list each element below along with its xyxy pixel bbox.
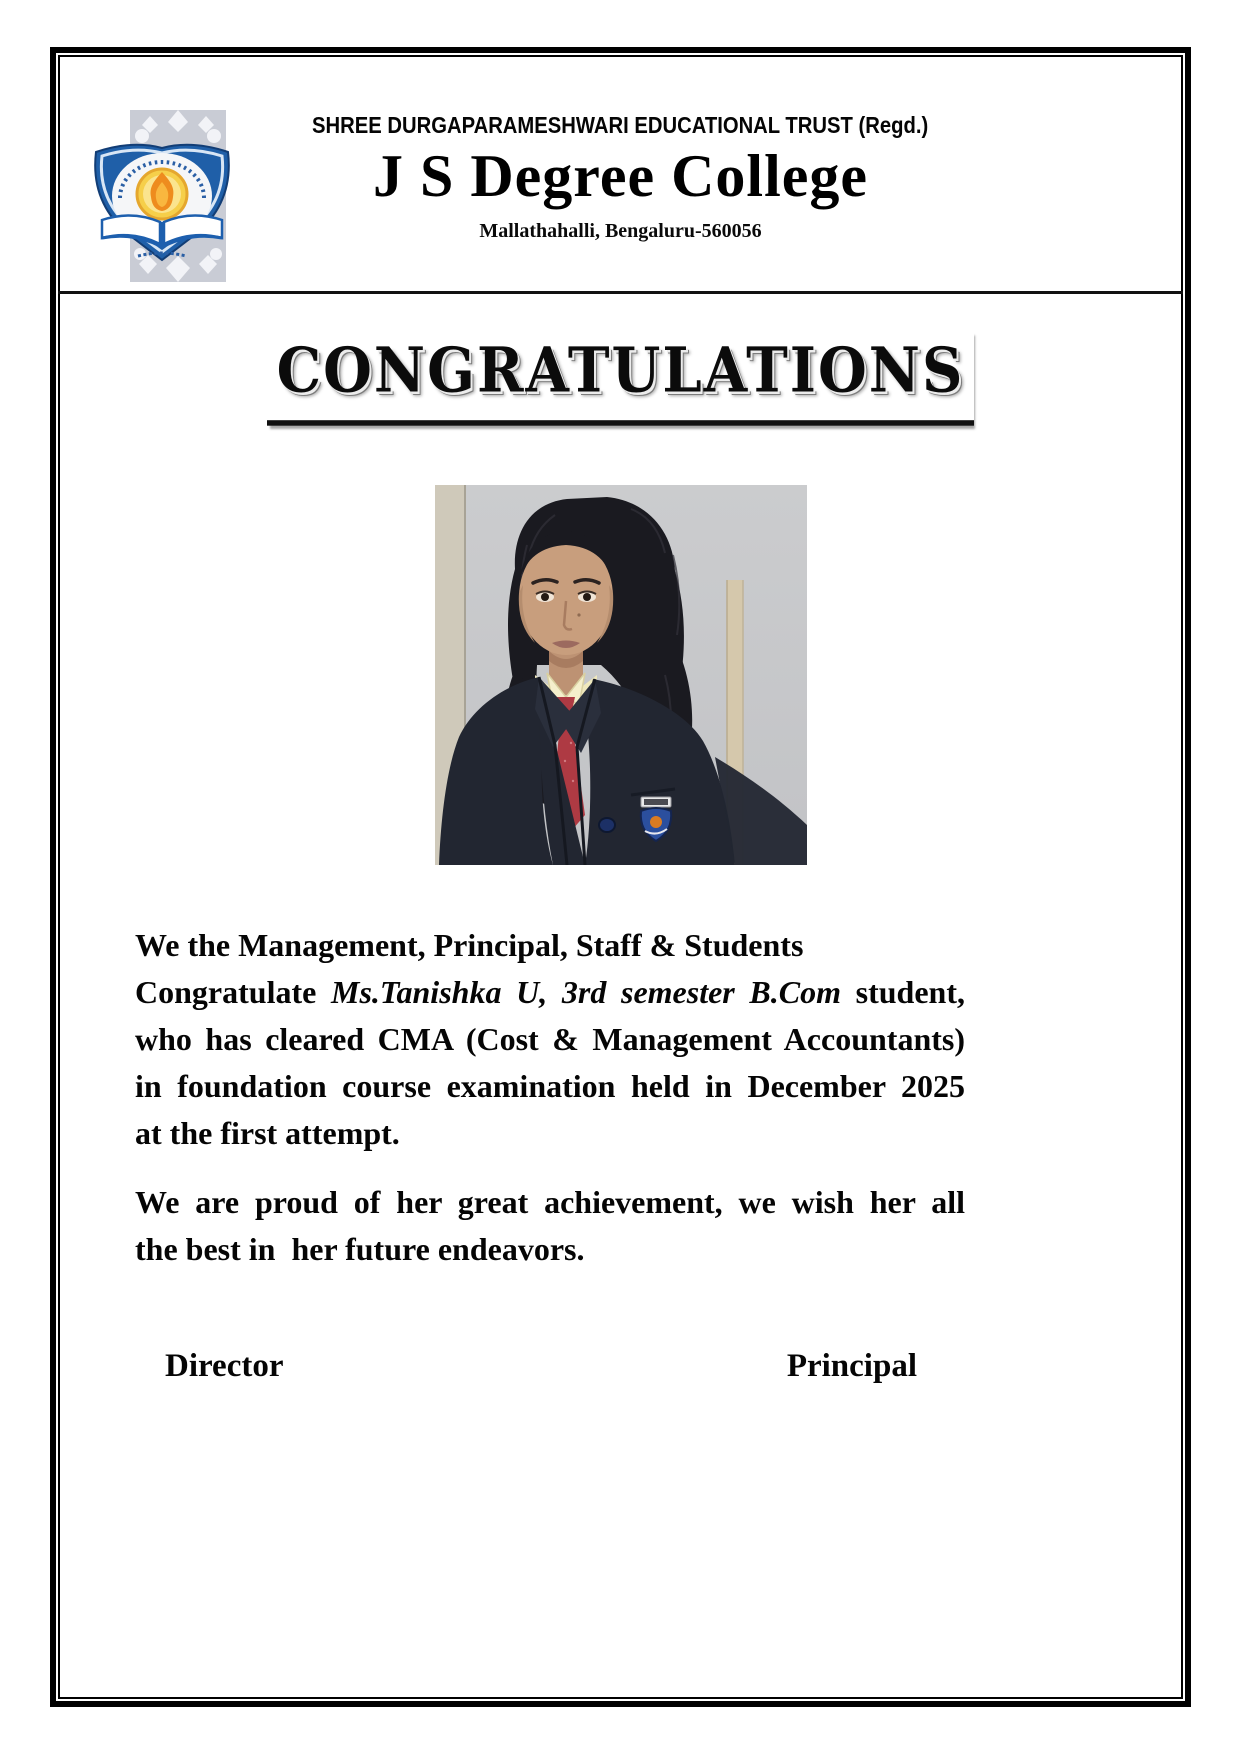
body-paragraph: [135, 1179, 965, 1273]
body-line: We the Management, Principal, Staff & Students: [135, 927, 804, 963]
trust-name: SHREE DURGAPARAMESHWARI EDUCATIONAL TRUST (Regd.): [312, 112, 929, 138]
congratulations-title-wrap: [0, 330, 1241, 417]
signature-row: [135, 1348, 965, 1392]
college-address: Mallathahalli, Bengaluru-560056: [479, 220, 762, 242]
body-line: who has cleared CMA (Cost & Management Accountants): [135, 1021, 965, 1057]
page-border-inner: [58, 55, 1183, 1699]
page-border-outer: [50, 47, 1191, 1707]
body-paragraph: [135, 922, 965, 1157]
body-line: in foundation course examination held in December 2025: [135, 1068, 965, 1104]
body-line: We are proud of her great achievement, we wish her all: [135, 1184, 965, 1220]
body-line: the best in her future endeavors.: [135, 1231, 585, 1267]
principal-signature-label: Principal: [786, 1348, 917, 1384]
body-line: Congratulate Ms.Tanishka U, 3rd semester B.Com student,: [135, 974, 966, 1010]
body-text: [135, 922, 965, 1295]
director-signature-label: Director: [165, 1348, 284, 1384]
header-divider: [58, 291, 1183, 294]
body-line: at the first attempt.: [135, 1115, 400, 1151]
student-photo: [435, 485, 807, 865]
college-name: J S Degree College: [372, 143, 869, 209]
congratulations-title: CONGRATULATIONS: [267, 330, 975, 426]
